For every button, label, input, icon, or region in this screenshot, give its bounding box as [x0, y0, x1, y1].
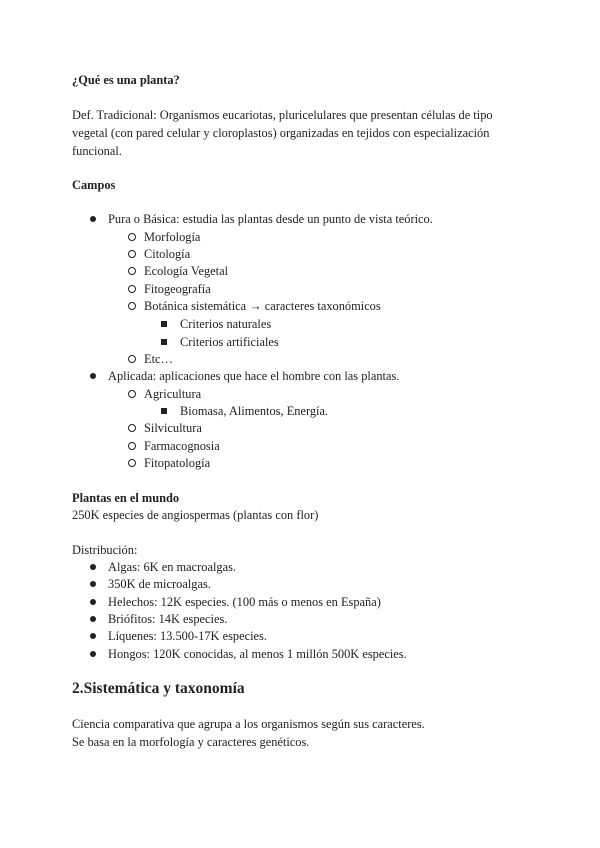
list-item-liquenes: Líquenes: 13.500-17K especies. — [108, 629, 267, 643]
list-item-briofitos: Briófitos: 14K especies. — [108, 612, 228, 626]
mundo-species: 250K especies de angiospermas (plantas con flor) — [72, 508, 319, 522]
page-title: ¿Qué es una planta? — [72, 73, 180, 87]
list-item-criterios-artificiales: Criterios artificiales — [180, 335, 279, 349]
list-item-farmacognosia: Farmacognosia — [144, 439, 220, 453]
section-2-line-1: Ciencia comparativa que agrupa a los organismos según sus caracteres. — [72, 717, 425, 731]
list-item-morfologia: Morfología — [144, 230, 201, 244]
list-item-fitopatologia: Fitopatología — [144, 456, 211, 470]
list-item-fitogeografia: Fitogeografía — [144, 282, 211, 296]
list-item-hongos: Hongos: 120K conocidas, al menos 1 millón 500K especies. — [108, 647, 407, 661]
definition-line-2: vegetal (con pared celular y cloroplastos) organizadas en tejidos con especialización — [72, 126, 490, 140]
section-2-line-2: Se basa en la morfología y caracteres genéticos. — [72, 735, 310, 749]
list-item-helechos: Helechos: 12K especies. (100 más o menos en España) — [108, 595, 381, 609]
list-item-biomasa: Biomasa, Alimentos, Energía. — [180, 404, 329, 418]
list-item-basica: Pura o Básica: estudia las plantas desde un punto de vista teórico. — [108, 212, 433, 226]
campos-heading: Campos — [72, 178, 116, 192]
list-item-silvicultura: Silvicultura — [144, 421, 202, 435]
section-2-heading: 2.Sistemática y taxonomía — [72, 680, 245, 697]
list-item-etc: Etc… — [144, 352, 173, 366]
definition-line-3: funcional. — [72, 144, 122, 158]
mundo-heading: Plantas en el mundo — [72, 491, 180, 505]
list-item-aplicada: Aplicada: aplicaciones que hace el hombre con las plantas. — [108, 369, 400, 383]
list-item-botanica: Botánica sistemática → caracteres taxonómicos — [144, 299, 381, 313]
list-item-citologia: Citología — [144, 247, 191, 261]
list-item-algas: Algas: 6K en macroalgas. — [108, 560, 236, 574]
list-item-criterios-naturales: Criterios naturales — [180, 317, 272, 331]
list-item-agricultura: Agricultura — [144, 387, 202, 401]
definition-line-1: Def. Tradicional: Organismos eucariotas, pluricelulares que presentan células de tipo — [72, 108, 493, 122]
list-item-ecologia: Ecología Vegetal — [144, 264, 229, 278]
list-item-microalgas: 350K de microalgas. — [108, 577, 211, 591]
distribucion-label: Distribución: — [72, 543, 138, 557]
